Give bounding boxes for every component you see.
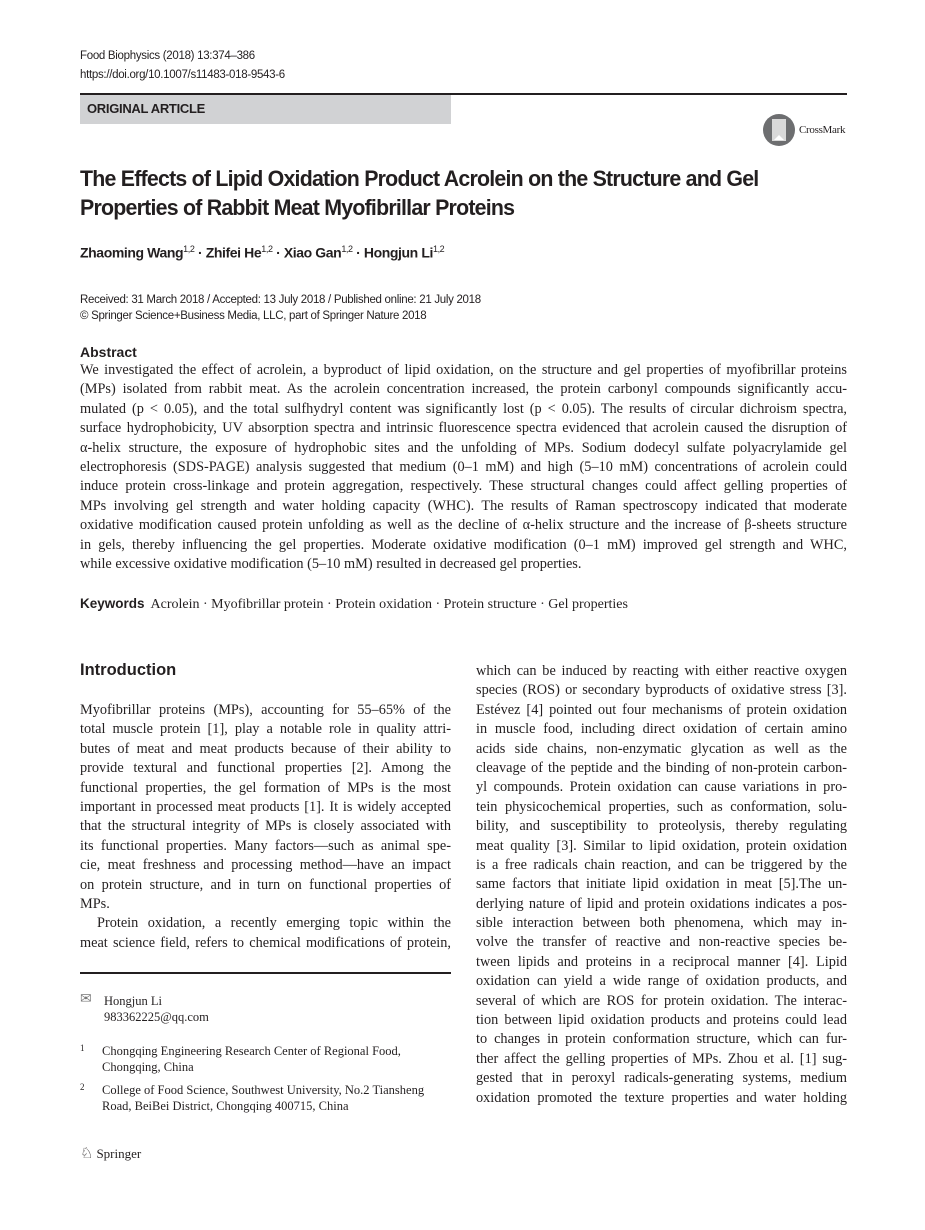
text-line: mulated (p < 0.05), and the total sulfhydryl content was significantly lost (p < 0.05). The results of circular dichroism spectra, <box>80 400 847 417</box>
text-line: yl compounds. Protein oxidation can cause variations in pro- <box>476 779 847 796</box>
text-line: ther affect the gelling properties of MPs. Zhou et al. [1] sug- <box>476 1050 847 1067</box>
text-line: same factors that initiate lipid oxidation in meat [5].The un- <box>476 876 847 893</box>
author[interactable]: Zhaoming Wang <box>80 244 184 261</box>
publisher-name: Springer <box>96 1145 142 1161</box>
keywords <box>80 596 628 613</box>
text-line: surface hydrophobicity, UV absorption spectra and intrinsic fluorescence spectra evidenced that acrolein caused the disruption of <box>80 420 847 437</box>
text-line: oxidation promoted the texture properties and water holding <box>476 1089 847 1106</box>
affiliation-number: 1 <box>80 1043 85 1053</box>
text-line: cleavage of the peptide and the binding of non-protein carbon- <box>476 759 847 776</box>
keywords-label: Keywords <box>80 596 145 611</box>
text-line: provide textural and functional properties [2]. Among the <box>80 760 451 777</box>
corresponding-name: Hongjun Li <box>104 994 162 1008</box>
text-line: in muscle food, including direct oxidation of certain amino <box>476 721 847 738</box>
text-line: butes of meat and meat products because of their ability to <box>80 740 451 757</box>
affiliation-line: Road, BeiBei District, Chongqing 400715, China <box>102 1099 349 1113</box>
affiliation-line: Chongqing, China <box>102 1060 194 1074</box>
text-line: total muscle protein [1], play a notable role in quality attri- <box>80 721 451 738</box>
text-line: α-helix structure, the exposure of hydrophobic sites and the unfolding of MPs. Sodium dodecyl sulfate polyacrylamide gel <box>80 439 847 456</box>
author-affiliation: 1,2 <box>341 244 353 254</box>
text-line: Myofibrillar proteins (MPs), accounting for 55–65% of the <box>80 702 451 718</box>
author-separator: · <box>194 244 206 261</box>
text-line: on protein structure, and in turn on functional properties of <box>80 876 451 893</box>
affiliation-line: College of Food Science, Southwest University, No.2 Tiansheng <box>102 1083 425 1097</box>
article-type: ORIGINAL ARTICLE <box>87 101 205 116</box>
text-line: cie, meat freshness and processing method—have an impact <box>80 857 451 874</box>
text-line: while excessive oxidative modification (5–10 mM) resulted in decreased gel properties. <box>80 555 582 572</box>
text-line: tion between lipid oxidation products and proteins could lead <box>476 1012 847 1029</box>
text-line: which can be induced by reacting with either reactive oxygen <box>476 663 847 679</box>
text-line: functional properties, the gel formation of MPs is the most <box>80 779 451 796</box>
keywords-list: Acrolein · Myofibrillar protein · Protein oxidation · Protein structure · Gel properties <box>150 597 628 612</box>
text-line: tween lipids and proteins in a reciprocal manner [4]. Lipid <box>476 953 847 970</box>
author-list <box>80 244 444 261</box>
abstract-body <box>80 361 847 574</box>
author[interactable]: Hongjun Li <box>363 244 433 261</box>
crossmark-icon <box>762 113 796 147</box>
author-affiliation: 1,2 <box>183 244 195 254</box>
abstract-heading: Abstract <box>80 344 137 360</box>
springer-logo <box>80 1144 141 1163</box>
intro-right-column <box>476 662 847 1108</box>
publication-dates: Received: 31 March 2018 / Accepted: 13 July 2018 / Published online: 21 July 2018 <box>80 294 481 306</box>
title-line: The Effects of Lipid Oxidation Product Acrolein on the Structure and Gel <box>80 166 759 191</box>
text-line: sible interaction between both phenomena, which may in- <box>476 915 847 932</box>
affiliation-1 <box>80 1043 451 1075</box>
envelope-icon: ✉ <box>80 992 92 1007</box>
text-line: electrophoresis (SDS-PAGE) analysis suggested that medium (0–1 mM) and high (5–10 mM) concentrations of acrolein could <box>80 458 847 475</box>
article-type-band <box>80 95 451 124</box>
text-line: (MPs) isolated from rabbit meat. As the acrolein concentration increased, the protein carbonyl compounds significantly accu- <box>80 381 847 398</box>
author[interactable]: Zhifei He <box>205 244 262 261</box>
text-line: important in processed meat products [1]. It is widely accepted <box>80 798 451 815</box>
copyright: © Springer Science+Business Media, LLC, part of Springer Nature 2018 <box>80 310 427 322</box>
text-line: derlying nature of lipid and protein oxidations indicates a pos- <box>476 895 847 912</box>
author-affiliation: 1,2 <box>432 244 445 254</box>
text-line: species (ROS) or secondary byproducts of oxidative stress [3]. <box>476 682 847 699</box>
text-line: its functional properties. Many factors—such as animal spe- <box>80 837 451 854</box>
text-line: is a free radicals chain reaction, and can be triggered by the <box>476 856 847 873</box>
text-line: gested that in peroxyl radicals-generating systems, medium <box>476 1070 847 1087</box>
journal-citation: Food Biophysics (2018) 13:374–386 <box>80 50 255 62</box>
title-line: Properties of Rabbit Meat Myofibrillar Proteins <box>80 195 515 220</box>
text-line: meat quality [3]. Similar to lipid oxidation, protein oxidation <box>476 837 847 854</box>
affiliation-line: Chongqing Engineering Research Center of Regional Food, <box>102 1044 401 1058</box>
text-line: meat science field, refers to chemical modifications of protein, <box>80 934 451 951</box>
springer-horse-icon: ♘ <box>80 1146 94 1162</box>
author-separator: · <box>352 244 364 261</box>
text-line: acids side chains, non-enzymatic glycation as well as the <box>476 740 847 757</box>
text-line: bility, and susceptibility to proteolysis, thereby regulating <box>476 818 847 835</box>
text-line: Protein oxidation, a recently emerging topic within the <box>97 915 451 932</box>
intro-left-column <box>80 701 451 953</box>
section-heading-introduction: Introduction <box>80 661 177 679</box>
text-line: volve the transfer of reactive and non-reactive species be- <box>476 934 847 951</box>
text-line: several of which are ROS for protein oxidation. The interac- <box>476 992 847 1009</box>
crossmark-label: CrossMark <box>799 124 846 136</box>
text-line: induce protein cross-linkage and protein aggregation, respectively. These structural changes could affect gelling properties of <box>80 478 847 495</box>
crossmark-badge[interactable] <box>762 113 845 147</box>
text-line: We investigated the effect of acrolein, a byproduct of lipid oxidation, on the structure and gel properties of myofibrillar proteins <box>80 362 847 378</box>
author[interactable]: Xiao Gan <box>283 244 342 261</box>
text-line: to changes in protein conformation structure, which can fur- <box>476 1031 847 1048</box>
text-line: that the structural integrity of MPs is closely associated with <box>80 818 451 835</box>
author-separator: · <box>272 244 284 261</box>
text-line: oxidation can yield a wide range of oxidation products, and <box>476 973 847 990</box>
text-line: MPs involving gel strength and water holding capacity (WHC). The results of Raman spectroscopy indicated that moderate <box>80 497 847 514</box>
text-line: in gels, thereby influencing the gel properties. Moderate oxidative modification (0–1 mM) improved gel strength and WHC, <box>80 536 847 553</box>
text-line: MPs. <box>80 895 110 912</box>
text-line: tein physicochemical properties, such as conformation, solu- <box>476 798 847 815</box>
affiliation-2 <box>80 1082 451 1114</box>
corresponding-author <box>80 993 209 1025</box>
footnote-rule <box>80 972 451 974</box>
doi-link[interactable]: https://doi.org/10.1007/s11483-018-9543-6 <box>80 69 285 81</box>
author-affiliation: 1,2 <box>261 244 273 254</box>
affiliation-number: 2 <box>80 1082 85 1092</box>
text-line: Estévez [4] pointed out four mechanisms of protein oxidation <box>476 701 847 718</box>
text-line: oxidative modification caused protein unfolding as well as the decline of α-helix structure and the increase of β-sheets structure <box>80 517 847 534</box>
corresponding-email[interactable]: 983362225@qq.com <box>104 1010 209 1024</box>
article-title <box>80 164 817 222</box>
